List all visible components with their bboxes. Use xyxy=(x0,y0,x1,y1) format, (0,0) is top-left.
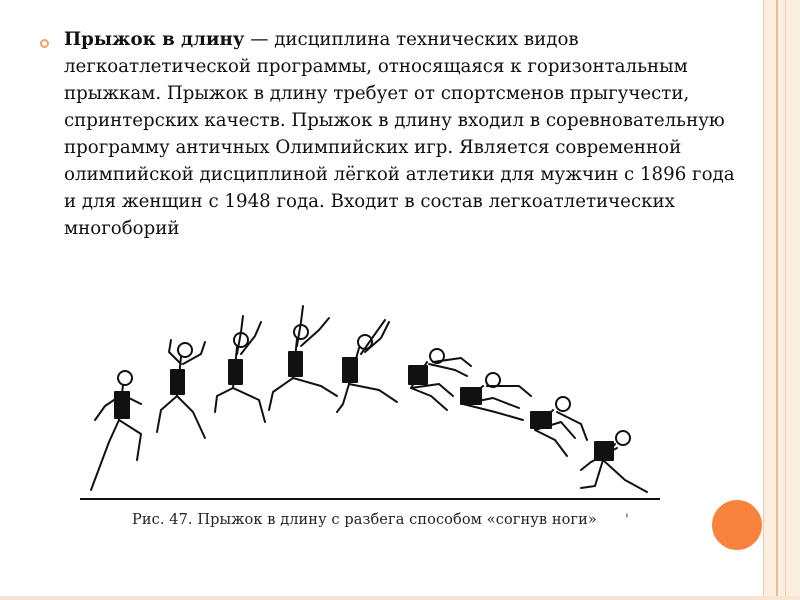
slide-border-line-thin xyxy=(785,0,786,600)
term-bold: Прыжок в длину xyxy=(64,29,245,50)
long-jump-illustration xyxy=(75,292,675,532)
slide-border-line xyxy=(776,0,778,600)
figure-caption: Рис. 47. Прыжок в длину с разбега способом «согнув ноги» xyxy=(132,512,597,528)
description-paragraph xyxy=(40,26,740,242)
text-block xyxy=(40,26,740,242)
description-text: — дисциплина технических видов легкоатлетической программы, относящаяся к горизонтальным прыжкам. Прыжок в длину требует от спортсменов прыгучести, спринтерских качеств. Прыжок в длину входил в соревновательную программу античных Олимпийских игр. Является современной олимпийской дисциплиной лёгкой атлетики для мужчин с 1896 года и для женщин с 1948 года. Входит в состав легкоатлетических многоборий xyxy=(64,29,735,239)
bullet-icon xyxy=(40,39,49,48)
decorative-orange-circle xyxy=(712,500,762,550)
slide-bottom-edge xyxy=(0,596,800,600)
caption-mark: ' xyxy=(625,512,629,528)
slide-border-right xyxy=(763,0,800,600)
